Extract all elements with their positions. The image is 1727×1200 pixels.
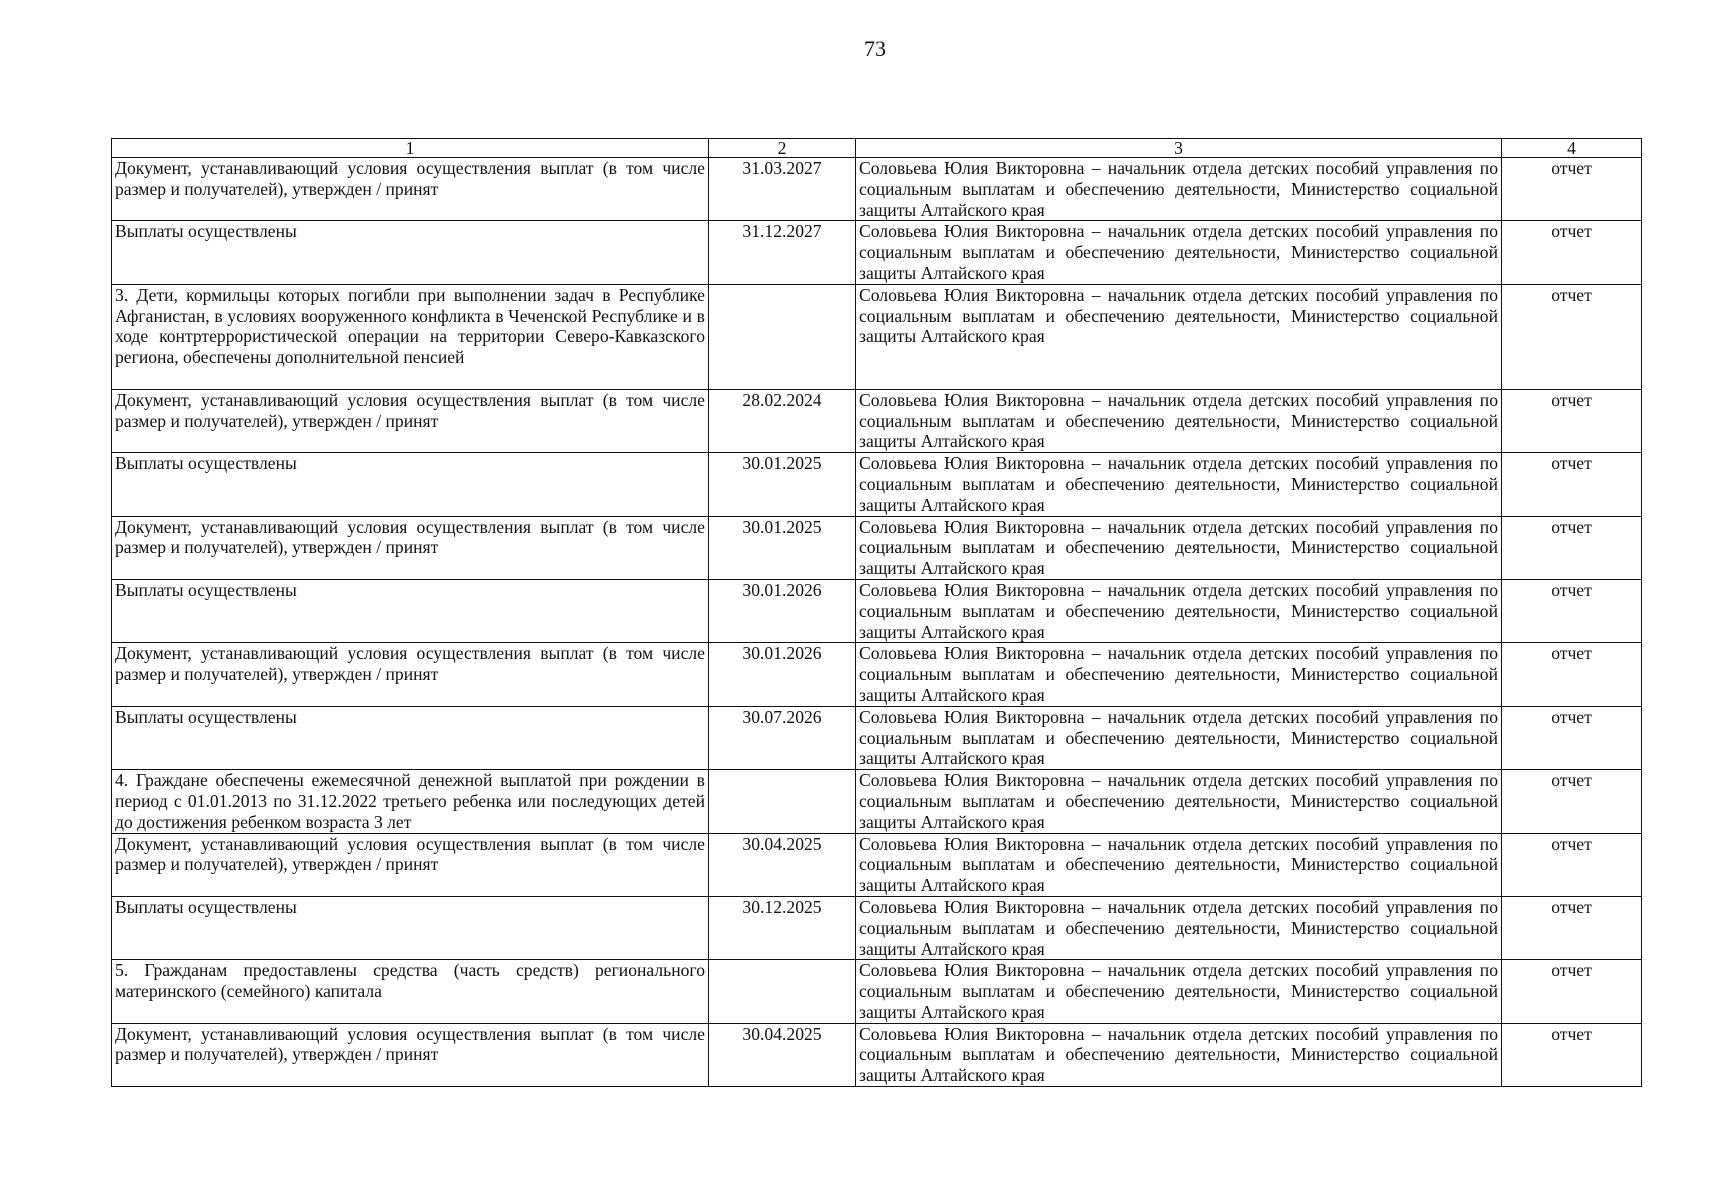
deadline-cell: 31.12.2027 [709, 221, 856, 284]
deadline-cell: 30.01.2026 [709, 643, 856, 706]
responsible-cell: Соловьева Юлия Викторовна – начальник отдела детских пособий управления по социальным выплатам и обеспечению деятельности, Министерство социальной защиты Алтайского края [856, 833, 1502, 896]
document-type-cell: отчет [1502, 579, 1642, 642]
event-cell: 4. Граждане обеспечены ежемесячной денежной выплатой при рождении в период с 01.01.2013 по 31.12.2022 третьего ребенка или последующих детей до достижения ребенком возраста 3 лет [112, 770, 709, 833]
event-cell: Документ, устанавливающий условия осуществления выплат (в том числе размер и получателей), утвержден / принят [112, 643, 709, 706]
document-type-cell: отчет [1502, 1023, 1642, 1086]
event-cell: 3. Дети, кормильцы которых погибли при выполнении задач в Республике Афганистан, в условиях вооруженного конфликта в Чеченской Республике и в ходе контртеррористической операции на территории Северо-Кавказского региона, обеспечены дополнительной пенсией [112, 284, 709, 389]
table-body [112, 158, 1642, 1087]
column-number-2: 2 [709, 139, 856, 158]
document-type-cell: отчет [1502, 453, 1642, 516]
table-row [112, 770, 1642, 833]
event-cell: Документ, устанавливающий условия осуществления выплат (в том числе размер и получателей), утвержден / принят [112, 833, 709, 896]
responsible-cell: Соловьева Юлия Викторовна – начальник отдела детских пособий управления по социальным выплатам и обеспечению деятельности, Министерство социальной защиты Алтайского края [856, 1023, 1502, 1086]
document-type-cell: отчет [1502, 389, 1642, 452]
table-row [112, 453, 1642, 516]
page-number: 73 [864, 36, 886, 61]
table-row [112, 389, 1642, 452]
document-type-cell: отчет [1502, 643, 1642, 706]
document-type-cell: отчет [1502, 770, 1642, 833]
deadline-cell: 30.07.2026 [709, 706, 856, 769]
table-row [112, 1023, 1642, 1086]
document-type-cell: отчет [1502, 516, 1642, 579]
table-row [112, 896, 1642, 959]
table-row [112, 833, 1642, 896]
deadline-cell: 30.04.2025 [709, 1023, 856, 1086]
table-row [112, 706, 1642, 769]
deadline-cell [709, 960, 856, 1023]
responsible-cell: Соловьева Юлия Викторовна – начальник отдела детских пособий управления по социальным выплатам и обеспечению деятельности, Министерство социальной защиты Алтайского края [856, 284, 1502, 389]
responsible-cell: Соловьева Юлия Викторовна – начальник отдела детских пособий управления по социальным выплатам и обеспечению деятельности, Министерство социальной защиты Алтайского края [856, 516, 1502, 579]
responsible-cell: Соловьева Юлия Викторовна – начальник отдела детских пособий управления по социальным выплатам и обеспечению деятельности, Министерство социальной защиты Алтайского края [856, 579, 1502, 642]
column-number-3: 3 [856, 139, 1502, 158]
deadline-cell: 30.12.2025 [709, 896, 856, 959]
document-type-cell: отчет [1502, 960, 1642, 1023]
deadline-cell: 30.01.2025 [709, 453, 856, 516]
responsible-cell: Соловьева Юлия Викторовна – начальник отдела детских пособий управления по социальным выплатам и обеспечению деятельности, Министерство социальной защиты Алтайского края [856, 896, 1502, 959]
document-type-cell: отчет [1502, 284, 1642, 389]
responsible-cell: Соловьева Юлия Викторовна – начальник отдела детских пособий управления по социальным выплатам и обеспечению деятельности, Министерство социальной защиты Алтайского края [856, 770, 1502, 833]
event-cell: Документ, устанавливающий условия осуществления выплат (в том числе размер и получателей), утвержден / принят [112, 516, 709, 579]
table-row [112, 579, 1642, 642]
document-type-cell: отчет [1502, 896, 1642, 959]
deadline-cell: 31.03.2027 [709, 158, 856, 221]
column-number-4: 4 [1502, 139, 1642, 158]
responsible-cell: Соловьева Юлия Викторовна – начальник отдела детских пособий управления по социальным выплатам и обеспечению деятельности, Министерство социальной защиты Алтайского края [856, 221, 1502, 284]
document-type-cell: отчет [1502, 158, 1642, 221]
event-cell: Выплаты осуществлены [112, 221, 709, 284]
event-cell: Документ, устанавливающий условия осуществления выплат (в том числе размер и получателей), утвержден / принят [112, 389, 709, 452]
deadline-cell: 28.02.2024 [709, 389, 856, 452]
table-row [112, 284, 1642, 389]
implementation-plan-table [111, 138, 1642, 1087]
table-row [112, 516, 1642, 579]
document-type-cell: отчет [1502, 221, 1642, 284]
responsible-cell: Соловьева Юлия Викторовна – начальник отдела детских пособий управления по социальным выплатам и обеспечению деятельности, Министерство социальной защиты Алтайского края [856, 389, 1502, 452]
deadline-cell: 30.04.2025 [709, 833, 856, 896]
table-row [112, 960, 1642, 1023]
column-number-1: 1 [112, 139, 709, 158]
event-cell: Выплаты осуществлены [112, 706, 709, 769]
responsible-cell: Соловьева Юлия Викторовна – начальник отдела детских пособий управления по социальным выплатам и обеспечению деятельности, Министерство социальной защиты Алтайского края [856, 453, 1502, 516]
table-row [112, 221, 1642, 284]
deadline-cell [709, 770, 856, 833]
event-cell: Документ, устанавливающий условия осуществления выплат (в том числе размер и получателей), утвержден / принят [112, 1023, 709, 1086]
event-cell: Выплаты осуществлены [112, 453, 709, 516]
event-cell: Выплаты осуществлены [112, 896, 709, 959]
document-type-cell: отчет [1502, 833, 1642, 896]
deadline-cell [709, 284, 856, 389]
responsible-cell: Соловьева Юлия Викторовна – начальник отдела детских пособий управления по социальным выплатам и обеспечению деятельности, Министерство социальной защиты Алтайского края [856, 960, 1502, 1023]
table-row [112, 643, 1642, 706]
responsible-cell: Соловьева Юлия Викторовна – начальник отдела детских пособий управления по социальным выплатам и обеспечению деятельности, Министерство социальной защиты Алтайского края [856, 643, 1502, 706]
event-cell: Выплаты осуществлены [112, 579, 709, 642]
deadline-cell: 30.01.2026 [709, 579, 856, 642]
deadline-cell: 30.01.2025 [709, 516, 856, 579]
document-type-cell: отчет [1502, 706, 1642, 769]
responsible-cell: Соловьева Юлия Викторовна – начальник отдела детских пособий управления по социальным выплатам и обеспечению деятельности, Министерство социальной защиты Алтайского края [856, 158, 1502, 221]
column-number-row [112, 139, 1642, 158]
event-cell: Документ, устанавливающий условия осуществления выплат (в том числе размер и получателей), утвержден / принят [112, 158, 709, 221]
table-row [112, 158, 1642, 221]
event-cell: 5. Гражданам предоставлены средства (часть средств) регионального материнского (семейного) капитала [112, 960, 709, 1023]
responsible-cell: Соловьева Юлия Викторовна – начальник отдела детских пособий управления по социальным выплатам и обеспечению деятельности, Министерство социальной защиты Алтайского края [856, 706, 1502, 769]
